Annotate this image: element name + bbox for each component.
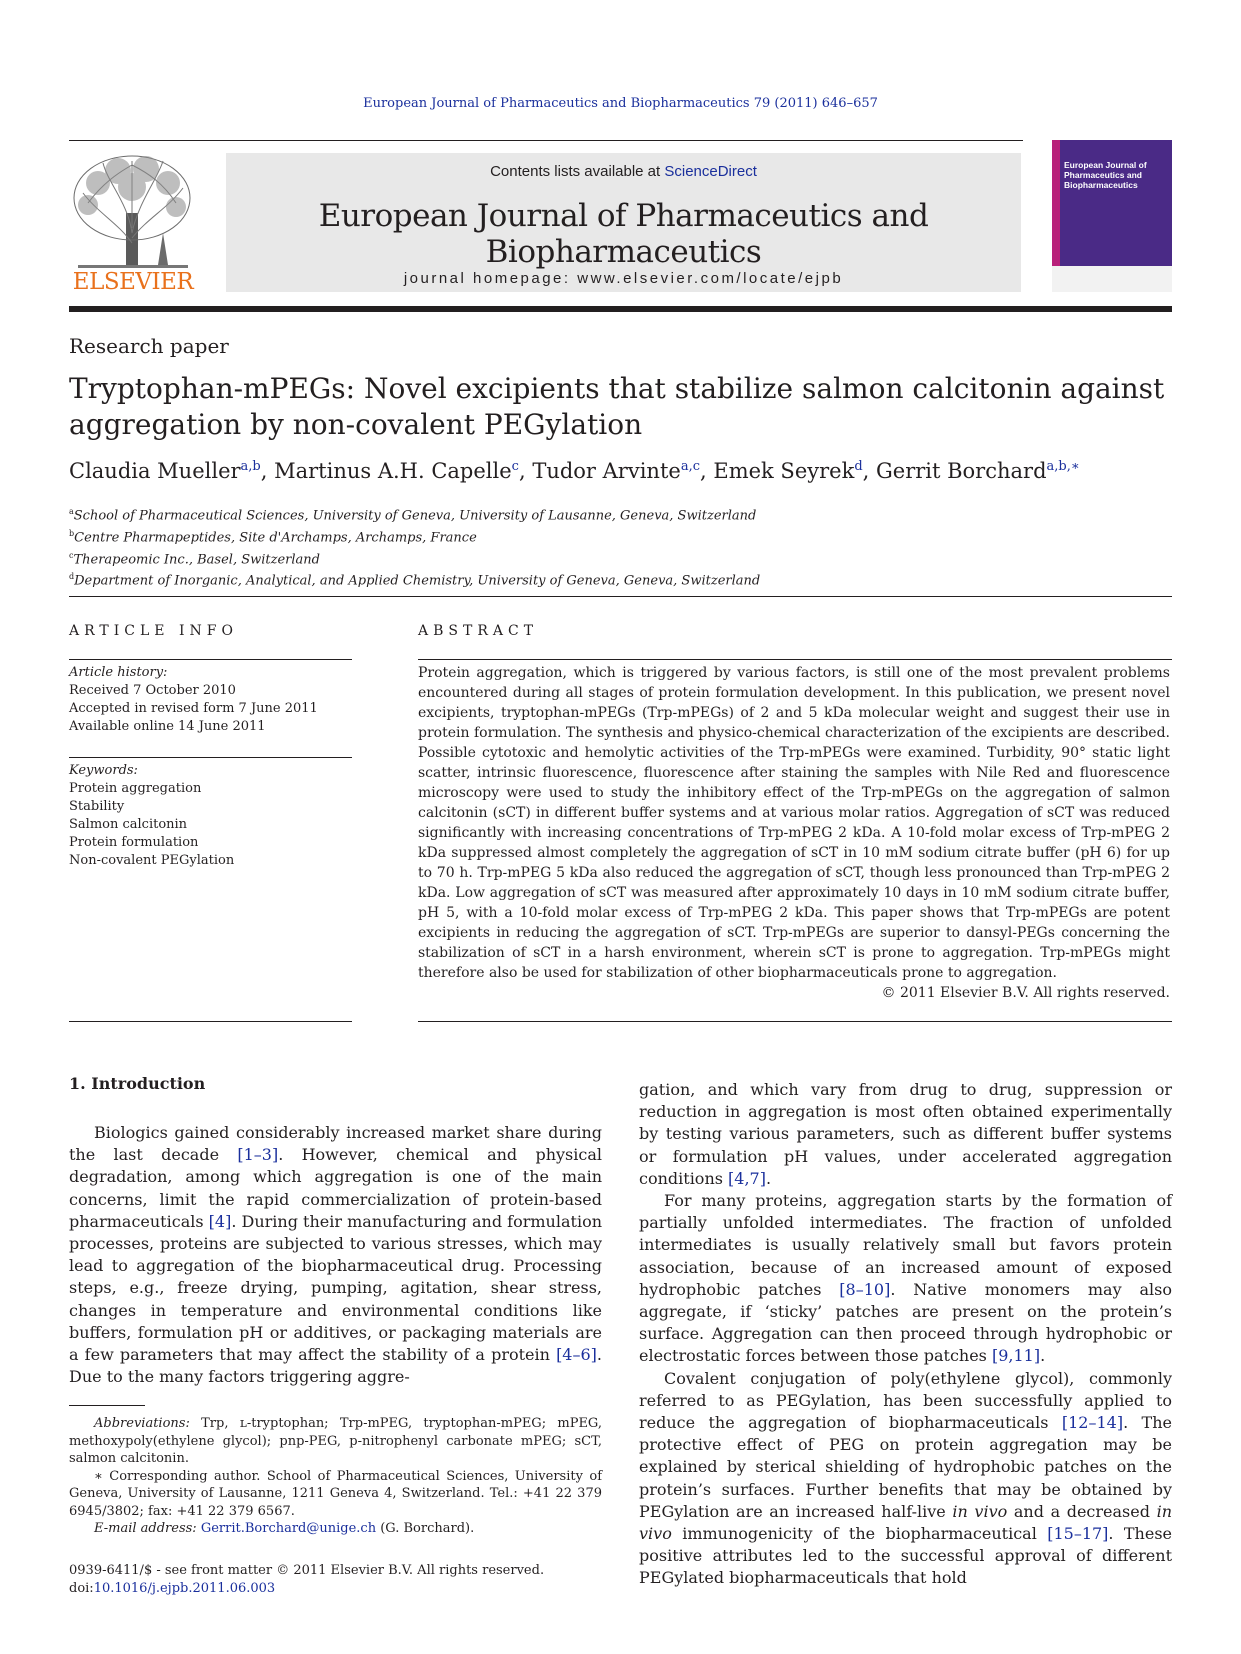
- body-text: . Native monomers may also aggregate, if ‘sticky’ patches are present on the protein’s surface. Aggregation can then proceed through hydrophobic or electrostatic forces between those patches: [639, 1279, 1172, 1366]
- abstract-text: Protein aggregation, which is triggered by various factors, is still one of the most prevalent problems encountered during all stages of protein formulation development. In this publication, we present novel excipients, tryptophan-mPEGs (Trp-mPEGs) of 2 and 5 kDa molecular weight and suggest their use in protein formulation. The synthesis and physico-chemical characterization of the excipients are described. Possible cytotoxic and hemolytic activities of the Trp-mPEGs were examined. Turbidity, 90° static light scatter, intrinsic fluorescence, fluorescence after staining the samples with Nile Red and fluorescence microscopy were used to study the inhibitory effect of the Trp-mPEGs on the aggregation of salmon calcitonin (sCT) in different buffer systems and at various molar ratios. Aggregation of sCT was reduced significantly with increasing concentrations of Trp-mPEG 2 kDa. A 10-fold molar excess of Trp-mPEG 2 kDa suppressed almost completely the aggregation of sCT in 10 mM sodium citrate buffer (pH 6) for up to 70 h. Trp-mPEG 5 kDa also reduced the aggregation of sCT, though less pronounced than Trp-mPEG 2 kDa. Low aggregation of sCT was measured after approximately 10 days in 10 mM sodium citrate buffer, pH 5, with a 10-fold molar excess of Trp-mPEG 2 kDa. This paper shows that Trp-mPEGs are potent excipients in reducing the aggregation of sCT. Trp-mPEGs are superior to dansyl-PEGs concerning the stabilization of sCT in a harsh environment, wherein sCT is prone to aggregation. Trp-mPEGs might therefore also be used for stabilization of other biopharmaceuticals prone to aggregation.: [418, 665, 1170, 981]
- history-received: Received 7 October 2010: [69, 683, 236, 698]
- doi-line: doi:10.1016/j.ejpb.2011.06.003: [69, 1581, 276, 1596]
- sciencedirect-link[interactable]: ScienceDirect: [664, 163, 757, 180]
- keyword-item: Protein aggregation: [69, 781, 202, 796]
- body-text: and a decreased: [1007, 1501, 1157, 1521]
- affiliation-item: $^d$Department of Inorganic, Analytical, and Applied Chemistry, University of Geneva, Geneva, Switzerland: [69, 572, 761, 589]
- journal-reference[interactable]: European Journal of Pharmaceutics and Biopharmaceutics 79 (2011) 646–657: [363, 96, 878, 111]
- history-rule: [69, 757, 352, 758]
- keyword-item: Non-covalent PEGylation: [69, 853, 235, 868]
- history-label: Article history:: [69, 665, 168, 680]
- citation-link[interactable]: [4,7]: [728, 1168, 766, 1188]
- keywords: [69, 762, 352, 870]
- author-affil-link[interactable]: a,b,∗: [1046, 459, 1080, 474]
- intro-paragraph-1: [69, 1122, 602, 1388]
- history-online: Available online 14 June 2011: [69, 719, 266, 734]
- body-text: Biologics gained considerably increased market share during the last decade: [69, 1123, 602, 1165]
- page-footer: [69, 1562, 544, 1598]
- body-text: gation, and which vary from drug to drug, suppression or reduction in aggregation is most often obtained experimentally by testing various parameters, such as different buffer systems or formulation pH values, under accelerated aggregation conditions: [639, 1080, 1172, 1188]
- body-text: .: [765, 1168, 772, 1188]
- affiliation-item: $^a$School of Pharmaceutical Sciences, University of Geneva, University of Lausanne, Geneva, Switzerland: [69, 507, 757, 524]
- article-title: [69, 371, 1169, 443]
- citation-link[interactable]: [4–6]: [556, 1345, 597, 1365]
- article-info-heading: ARTICLE INFO: [69, 623, 238, 639]
- journal-title: European Journal of Pharmaceutics and Biopharmaceutics: [318, 198, 929, 270]
- citation-link[interactable]: [9,11]: [991, 1346, 1041, 1366]
- author-affil-link[interactable]: d: [854, 459, 863, 474]
- abstract-bottom-rule: [418, 1021, 1172, 1022]
- body-column-right: [639, 1079, 1172, 1590]
- body-text: For many proteins, aggregation starts by the formation of partially unfolded intermediates. The fraction of unfolded intermediates is usually relatively small but favors protein association, because of an increased amount of exposed hydrophobic patches: [639, 1191, 1172, 1299]
- body-text: in vivo: [952, 1501, 1008, 1521]
- intro-paragraph-4: [639, 1368, 1172, 1590]
- article-info-bottom-rule: [69, 1021, 352, 1022]
- abbreviations-footnote: Abbreviations: Trp, ʟ-tryptophan; Trp-mPEG, tryptophan-mPEG; mPEG, methoxypoly(ethylene glycol); pnp-PEG, p-nitrophenyl carbonate mPEG; sCT, salmon calcitonin.: [69, 1416, 602, 1466]
- affiliations: [69, 503, 1169, 590]
- journal-cover-image[interactable]: [1052, 140, 1172, 292]
- author-name: Gerrit Borchard: [876, 459, 1047, 483]
- author-affil-link[interactable]: c: [511, 459, 519, 474]
- body-text: . During their manufacturing and formulation processes, proteins are subjected to various stresses, which may lead to aggregation of the biopharmaceutical drug. Processing steps, e.g., freeze drying, pumping, agitation, shear stress, changes in temperature and environmental conditions like buffers, formulation pH or additives, or packaging materials are a few parameters that may affect the stability of a protein: [69, 1211, 603, 1365]
- email-footnote: E-mail address: Gerrit.Borchard@unige.ch (G. Borchard).: [94, 1521, 475, 1536]
- contents-prefix: Contents lists available at: [490, 163, 665, 180]
- affiliations-rule: [69, 596, 1172, 597]
- author-affil-link[interactable]: a,c: [680, 459, 700, 474]
- intro-paragraph-2: [639, 1079, 1172, 1190]
- citation-link[interactable]: [12–14]: [1061, 1413, 1124, 1433]
- doi-link[interactable]: 10.1016/j.ejpb.2011.06.003: [93, 1581, 276, 1596]
- citation-link[interactable]: [15–17]: [1047, 1524, 1109, 1544]
- journal-header: [226, 153, 1021, 292]
- top-rule: [69, 140, 1023, 141]
- body-text: in vivo: [639, 1501, 1173, 1544]
- corresponding-author-footnote: ∗ Corresponding author. School of Pharmaceutical Sciences, University of Geneva, University of Lausanne, 1211 Geneva 4, Switzerland. Tel.: +41 22 379 6945/3802; fax: +41 22 379 6567.: [69, 1468, 602, 1519]
- contents-line: [226, 163, 1021, 180]
- abstract-copyright: © 2011 Elsevier B.V. All rights reserved.: [881, 985, 1170, 1001]
- title-line-1: Tryptophan-mPEGs: Novel excipients that stabilize salmon calcitonin against: [69, 372, 1165, 405]
- journal-homepage[interactable]: journal homepage: www.elsevier.com/locate/ejpb: [403, 270, 844, 287]
- body-text: . These positive attributes led to the successful approval of different PEGylated biopharmaceuticals that hold: [639, 1524, 1173, 1588]
- author-list: Claudia Mueller$^{a,b}$, Martinus A.H. Capelle$^c$, Tudor Arvinte$^{a,c}$, Emek Seyrek$^d$, Gerrit Borchard$^{a,b,∗}$: [69, 459, 1080, 483]
- abstract-heading: ABSTRACT: [418, 623, 539, 639]
- keyword-item: Salmon calcitonin: [69, 817, 188, 832]
- affiliation-item: $^b$Centre Pharmapeptides, Site d'Archamps, Archamps, France: [69, 528, 477, 546]
- author-name: Claudia Mueller: [69, 459, 241, 483]
- keyword-item: Protein formulation: [69, 835, 199, 850]
- citation-link[interactable]: [1–3]: [237, 1145, 279, 1165]
- body-text: Covalent conjugation of poly(ethylene glycol), commonly referred to as PEGylation, has been successfully applied to reduce the aggregation of biopharmaceuticals: [639, 1368, 1172, 1433]
- cover-title: European Journal of Pharmaceutics and Biopharmaceutics: [1064, 160, 1147, 190]
- abstract-rule: [418, 659, 1172, 660]
- footnotes: [69, 1415, 602, 1538]
- author-affil-link[interactable]: a,b: [240, 459, 261, 474]
- body-text: . The protective effect of PEG on protein aggregation may be explained by sterical shielding of hydrophobic patches on the protein’s surfaces. Further benefits that may be obtained by PEGylation are an increased half-live: [639, 1413, 1173, 1521]
- article-type: Research paper: [69, 334, 229, 358]
- article-history: [69, 664, 352, 736]
- body-text: . Due to the many factors triggering aggre-: [69, 1345, 602, 1387]
- cover-bottom-band: [1052, 266, 1172, 292]
- history-revised: Accepted in revised form 7 June 2011: [69, 701, 318, 716]
- elsevier-wordmark: ELSEVIER: [72, 269, 194, 295]
- section-heading-introduction: 1. Introduction: [69, 1074, 206, 1093]
- body-column-left: [69, 1122, 602, 1388]
- intro-paragraph-3: [639, 1190, 1172, 1368]
- header-thick-rule: [69, 306, 1172, 312]
- author-name: Martinus A.H. Capelle: [274, 459, 512, 483]
- body-text: .: [1040, 1346, 1046, 1366]
- author-email-link[interactable]: Gerrit.Borchard@unige.ch: [200, 1521, 377, 1536]
- footnote-rule: [69, 1405, 145, 1406]
- author-name: Tudor Arvinte: [532, 459, 681, 483]
- keywords-label: Keywords:: [69, 763, 138, 778]
- body-text: . However, chemical and physical degradation, among which aggregation is one of the main concerns, limit the rapid commercialization of protein-based pharmaceuticals: [69, 1145, 602, 1231]
- elsevier-logo[interactable]: [68, 153, 198, 293]
- abstract-body: [418, 663, 1170, 1003]
- article-info-rule: [69, 659, 352, 660]
- citation-link[interactable]: [4]: [208, 1211, 232, 1231]
- keyword-item: Stability: [69, 799, 125, 814]
- citation-link[interactable]: [8–10]: [839, 1279, 891, 1299]
- affiliation-item: $^c$Therapeomic Inc., Basel, Switzerland: [69, 550, 320, 567]
- author-name: Emek Seyrek: [713, 459, 855, 483]
- title-line-2: aggregation by non-covalent PEGylation: [69, 408, 643, 441]
- issn-line: 0939-6411/$ - see front matter © 2011 Elsevier B.V. All rights reserved.: [69, 1563, 545, 1578]
- body-text: immunogenicity of the biopharmaceutical: [671, 1524, 1048, 1544]
